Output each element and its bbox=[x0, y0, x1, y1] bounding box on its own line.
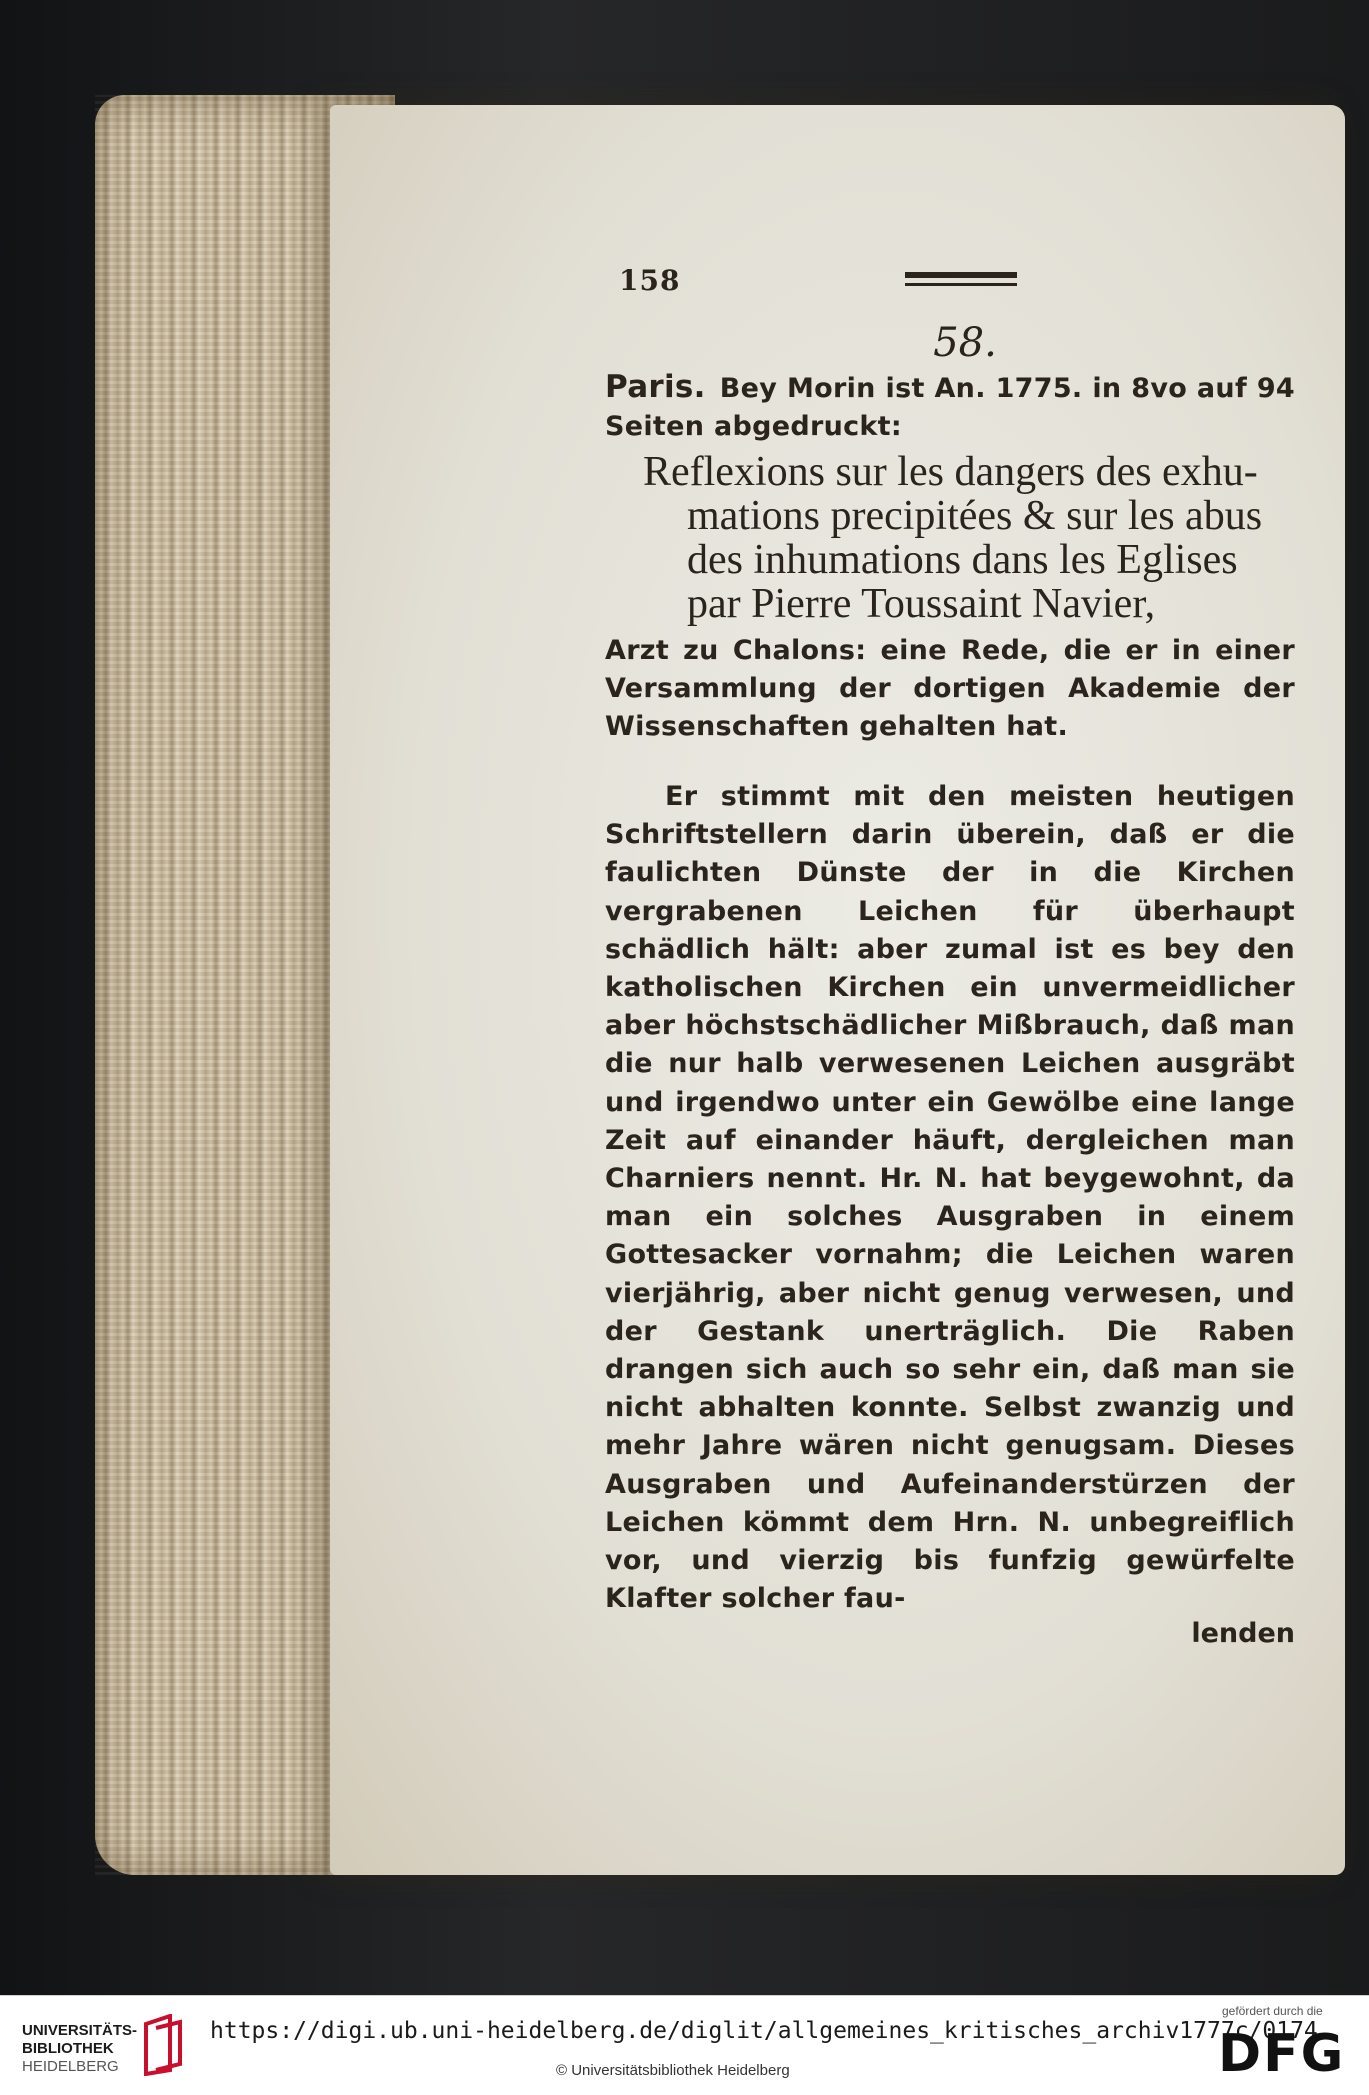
page-content bbox=[605, 258, 1295, 1649]
catchword: lenden bbox=[1191, 1618, 1295, 1650]
entry-number: 58. bbox=[933, 320, 997, 366]
copyright-notice: © Universitätsbibliothek Heidelberg bbox=[556, 2062, 790, 2079]
library-line: BIBLIOTHEK bbox=[22, 2040, 114, 2057]
entry-intro bbox=[605, 368, 1295, 446]
library-logo-icon bbox=[140, 2014, 186, 2076]
funder-note: gefördert durch die bbox=[1222, 2004, 1323, 2018]
intro-text: Bey Morin ist An. 1775. in 8vo auf 94 Seiten abgedruckt: bbox=[605, 373, 1295, 442]
title-line: des inhumations dans les Eglises bbox=[687, 537, 1238, 583]
page-number: 158 bbox=[619, 264, 681, 297]
library-line: UNIVERSITÄTS- bbox=[22, 2022, 138, 2039]
title-line: par Pierre Toussaint Navier, bbox=[687, 581, 1156, 627]
author-description: Arzt zu Chalons: eine Rede, die er in einer Versammlung der dortigen Akademie der Wissenschaften gehalten hat. bbox=[605, 635, 1295, 742]
permalink-url[interactable]: https://digi.ub.uni-heidelberg.de/diglit/allgemeines_kritisches_archiv1777c/0174 bbox=[210, 2018, 1318, 2044]
place-name: Paris. bbox=[605, 369, 706, 405]
library-logo-text bbox=[22, 2022, 137, 2076]
body-paragraph: Er stimmt mit den meisten heutigen Schriftstellern darin überein, daß er die faulichten Dünste der in die Kirchen vergrabenen Leichen für überhaupt schädlich hält: aber zumal ist es bey den katholischen Kirchen ein unvermeidlicher aber höchstschädlicher Mißbrauch, daß man die nur halb verwesenen Leichen ausgräbt und irgendwo unter ein Gewölbe eine lange Zeit auf einander häuft, dergleichen man Charniers nennt. Hr. N. hat beygewohnt, da man ein solches Ausgraben in einem Gottesacker vornahm; die Leichen waren vierjährig, aber nicht genug verwesen, und der Gestank unerträglich. Die Raben drangen sich auch so sehr ein, daß man sie nicht abhalten konnte. Selbst zwanzig und mehr Jahre wären nicht genugsam. Dieses Ausgraben und Aufeinanderstürzen der Leichen kömmt dem Hrn. N. unbegreiflich vor, und vierzig bis funfzig gewürfelte Klafter solcher fau- bbox=[605, 781, 1295, 1615]
dfg-logo: DFG bbox=[1218, 2024, 1346, 2084]
title-line: mations precipitées & sur les abus bbox=[687, 493, 1263, 539]
library-line: HEIDELBERG bbox=[22, 2058, 119, 2075]
running-header bbox=[605, 258, 1295, 308]
title-line: Reflexions sur les dangers des exhu- bbox=[643, 449, 1258, 495]
viewer-footer bbox=[0, 1995, 1369, 2095]
header-rule bbox=[905, 272, 1017, 286]
book-title bbox=[605, 450, 1295, 626]
